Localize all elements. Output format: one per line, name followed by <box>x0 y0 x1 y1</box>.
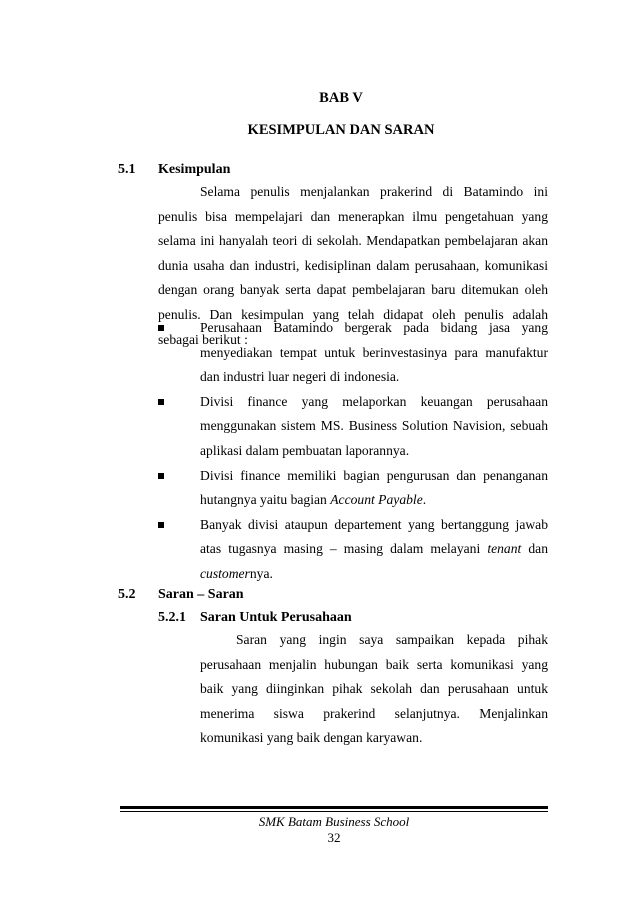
section-title: Saran – Saran <box>158 587 244 602</box>
square-bullet-icon <box>158 399 164 405</box>
list-item <box>158 513 548 587</box>
list-item-italic-2: customer <box>200 565 250 581</box>
footer-rule-thin <box>120 811 548 812</box>
section-number: 5.1 <box>118 162 136 177</box>
conclusion-list <box>158 316 548 587</box>
list-item-italic: Account Payable <box>330 492 423 508</box>
list-item-italic: tenant <box>487 541 522 557</box>
list-item-text-end: nya. <box>249 565 273 581</box>
list-item <box>158 316 548 390</box>
footer-school-name: SMK Batam Business School <box>258 814 410 829</box>
subsection-title: Saran Untuk Perusahaan <box>200 610 352 625</box>
square-bullet-icon <box>158 473 164 479</box>
page-number: 32 <box>327 830 341 845</box>
list-item-text-mid: dan <box>521 541 548 557</box>
list-item-text-end: . <box>422 492 427 508</box>
section-number: 5.2 <box>118 587 136 602</box>
subsection-number: 5.2.1 <box>158 610 186 625</box>
suggestion-paragraph: Saran yang ingin saya sampaikan kepada pihak perusahaan menjalin hubungan baik serta komunikasi yang baik yang diinginkan pihak sekolah dan perusahaan untuk menerima siswa prakerind selanjutnya. Menjalinkan komunikasi yang baik dengan karyawan. <box>200 632 548 746</box>
square-bullet-icon <box>158 325 164 331</box>
list-item-text: Divisi finance memiliki bagian pengurusan dan penanganan hutangnya yaitu bagian <box>200 467 548 508</box>
section-title: Kesimpulan <box>158 162 231 177</box>
list-item-text: Divisi finance yang melaporkan keuangan perusahaan menggunakan sistem MS. Business Solution Navision, sebuah aplikasi dalam pembuatan laporannya. <box>200 393 548 458</box>
conclusion-paragraph: Selama penulis menjalankan prakerind di Batamindo ini penulis bisa mempelajari dan menerapkan ilmu pengetahuan yang selama ini hanyalah teori di sekolah. Mendapatkan pembelajaran akan dunia usaha dan industri, kedisiplinan dalam perusahaan, komunikasi dengan orang banyak serta dapat pembelajaran baru ditemukan oleh penulis. Dan kesimpulan yang telah didapat oleh penulis adalah sebagai berikut : <box>158 184 548 347</box>
list-item-text: Banyak divisi ataupun departement yang bertanggung jawab atas tugasnya masing – masing dalam melayani <box>200 516 548 557</box>
chapter-subtitle: KESIMPULAN DAN SARAN <box>247 122 435 138</box>
list-item <box>158 390 548 464</box>
list-item-text: Perusahaan Batamindo bergerak pada bidang jasa yang menyediakan tempat untuk berinvestasinya para manufaktur dan industri luar negeri di indonesia. <box>200 320 548 385</box>
chapter-title: BAB V <box>319 90 363 106</box>
square-bullet-icon <box>158 522 164 528</box>
list-item <box>158 464 548 513</box>
footer-rule-thick <box>120 806 548 809</box>
